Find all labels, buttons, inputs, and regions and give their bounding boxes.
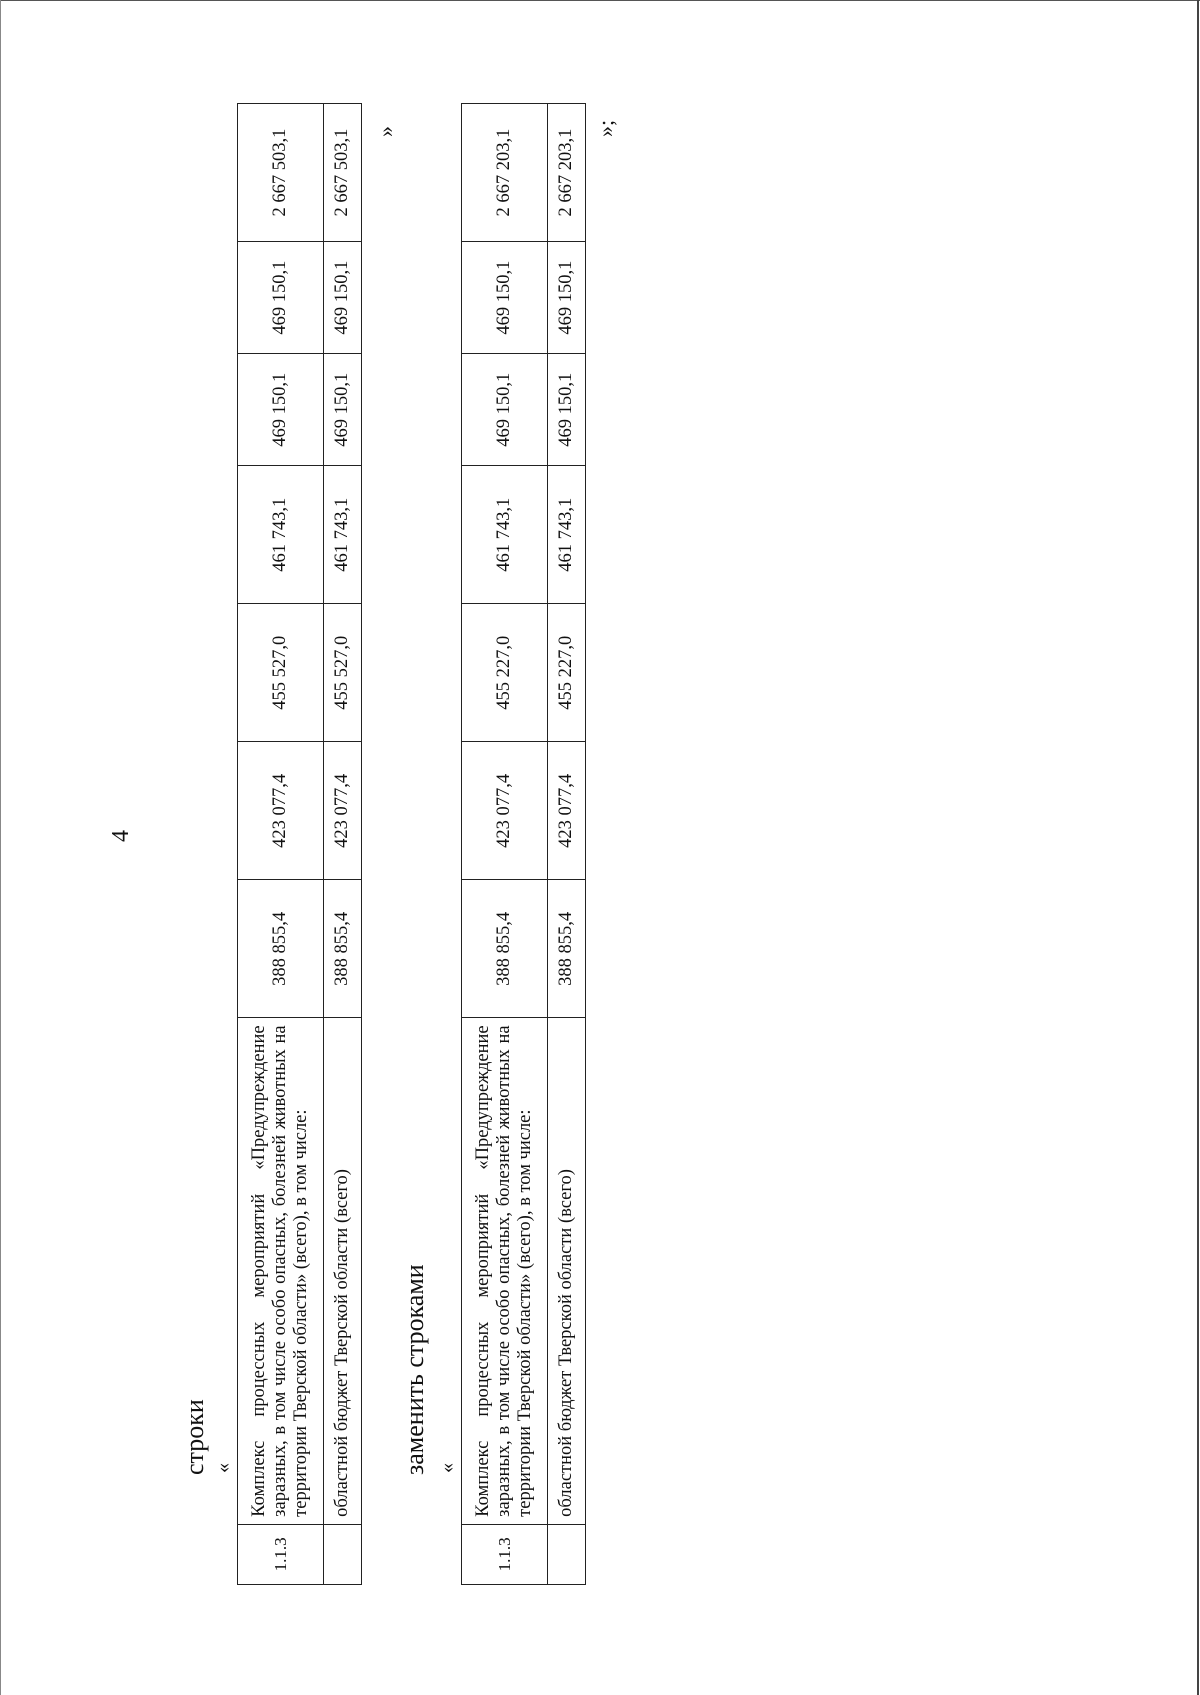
total-cell: 2 667 503,1 xyxy=(324,104,362,242)
value-cell: 455 227,0 xyxy=(548,604,586,742)
value-cell: 469 150,1 xyxy=(324,242,362,354)
value-cell: 461 743,1 xyxy=(548,466,586,604)
value-cell: 469 150,1 xyxy=(462,354,548,466)
heading-lines: строки xyxy=(180,1399,209,1475)
row-name: областной бюджет Тверской области (всего) xyxy=(548,1018,586,1524)
value-cell: 469 150,1 xyxy=(238,354,324,466)
row-code: 1.1.3 xyxy=(238,1524,324,1584)
budget-table-before xyxy=(237,103,362,1585)
value-cell: 469 150,1 xyxy=(324,354,362,466)
row-name: областной бюджет Тверской области (всего) xyxy=(324,1018,362,1524)
row-name: Комплекс процессных мероприятий «Предупреждение заразных, в том числе особо опасных, болезней животных на территории Тверской области» (всего), в том числе: xyxy=(462,1018,548,1524)
opening-quote: « xyxy=(436,1463,458,1473)
total-cell: 2 667 203,1 xyxy=(548,104,586,242)
value-cell: 388 855,4 xyxy=(324,880,362,1018)
value-cell: 469 150,1 xyxy=(548,242,586,354)
table-row xyxy=(238,104,324,1585)
row-code xyxy=(548,1524,586,1584)
budget-table-after xyxy=(461,103,586,1585)
value-cell: 469 150,1 xyxy=(238,242,324,354)
closing-quote: » xyxy=(373,126,398,137)
value-cell: 455 527,0 xyxy=(238,604,324,742)
opening-quote: « xyxy=(212,1463,234,1473)
value-cell: 455 227,0 xyxy=(462,604,548,742)
value-cell: 461 743,1 xyxy=(324,466,362,604)
page-number: 4 xyxy=(108,830,134,842)
value-cell: 423 077,4 xyxy=(238,742,324,880)
row-code xyxy=(324,1524,362,1584)
value-cell: 455 527,0 xyxy=(324,604,362,742)
value-cell: 423 077,4 xyxy=(324,742,362,880)
table-row xyxy=(324,104,362,1585)
table-row xyxy=(548,104,586,1585)
heading-replace-with-lines: заменить строками xyxy=(400,1264,429,1475)
value-cell: 469 150,1 xyxy=(462,242,548,354)
value-cell: 461 743,1 xyxy=(462,466,548,604)
value-cell: 388 855,4 xyxy=(462,880,548,1018)
value-cell: 423 077,4 xyxy=(548,742,586,880)
value-cell: 388 855,4 xyxy=(548,880,586,1018)
total-cell: 2 667 503,1 xyxy=(238,104,324,242)
table-row xyxy=(462,104,548,1585)
value-cell: 461 743,1 xyxy=(238,466,324,604)
total-cell: 2 667 203,1 xyxy=(462,104,548,242)
row-code: 1.1.3 xyxy=(462,1524,548,1584)
row-name: Комплекс процессных мероприятий «Предупреждение заразных, в том числе особо опасных, болезней животных на территории Тверской области» (всего), в том числе: xyxy=(238,1018,324,1524)
value-cell: 469 150,1 xyxy=(548,354,586,466)
value-cell: 423 077,4 xyxy=(462,742,548,880)
closing-quote: »; xyxy=(593,119,618,137)
value-cell: 388 855,4 xyxy=(238,880,324,1018)
